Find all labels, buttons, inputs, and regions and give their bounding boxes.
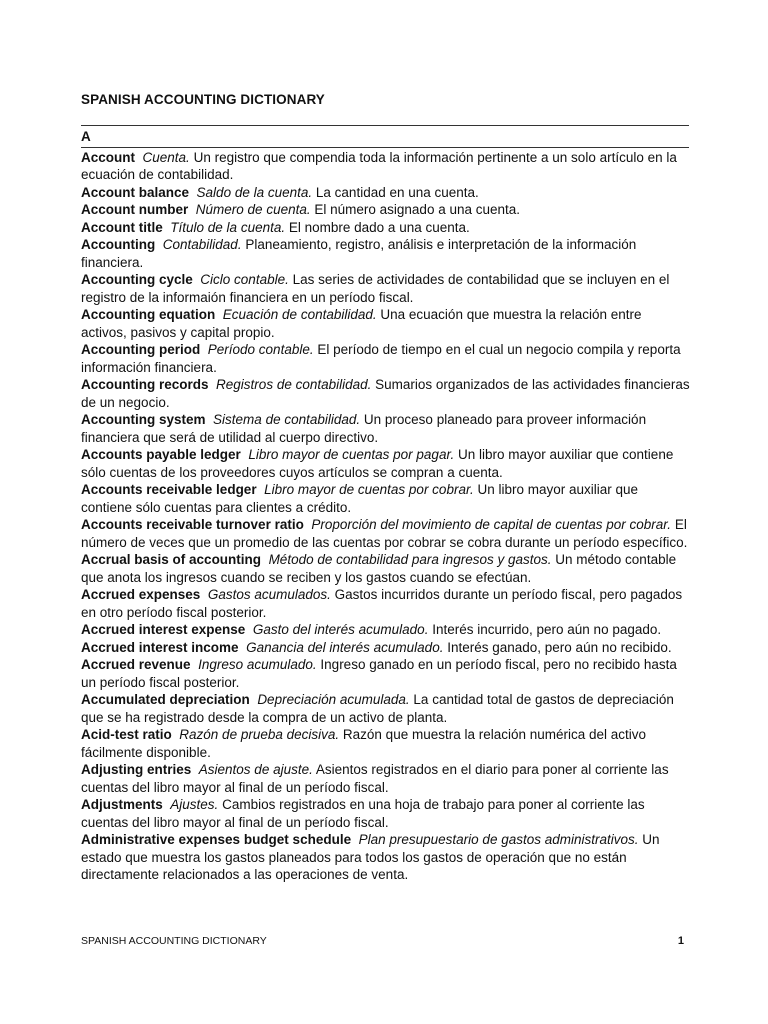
entry-term: Accounts receivable turnover ratio: [81, 517, 304, 532]
entry-term: Accounts receivable ledger: [81, 482, 257, 497]
dictionary-entry: [81, 149, 691, 184]
entry-definition: Cambios registrados en una hoja de trabajo para poner al corriente las cuentas del libro mayor al final de un período fiscal.: [81, 797, 645, 830]
entry-definition: Un libro mayor auxiliar que contiene sólo cuentas para clientes a crédito.: [81, 482, 639, 515]
entry-term: Acid-test ratio: [81, 727, 172, 742]
entry-translation: Asientos de ajuste.: [198, 762, 313, 777]
page-title: SPANISH ACCOUNTING DICTIONARY: [81, 92, 325, 107]
dictionary-entry: [81, 656, 691, 691]
entry-translation: Proporción del movimiento de capital de cuentas por cobrar.: [311, 517, 672, 532]
entry-translation: Contabilidad.: [162, 237, 242, 252]
entry-term: Accrued expenses: [81, 587, 201, 602]
entry-definition: La cantidad total de gastos de depreciación que se ha registrado desde la compra de un activo de planta.: [81, 692, 674, 725]
entry-term: Account number: [81, 202, 189, 217]
dictionary-entry: [81, 341, 691, 376]
dictionary-entry: [81, 796, 691, 831]
entry-definition: Un estado que muestra los gastos planeados para todos los gastos de operación que no están directamente relacionados a las operaciones de venta.: [81, 832, 660, 882]
dictionary-entry: [81, 516, 691, 551]
entry-definition: Sumarios organizados de las actividades financieras de un negocio.: [81, 377, 690, 410]
entry-translation: Plan presupuestario de gastos administrativos.: [358, 832, 639, 847]
entry-definition: La cantidad en una cuenta.: [315, 184, 479, 200]
dictionary-entry-list: [81, 149, 691, 884]
entry-translation: Depreciación acumulada.: [257, 692, 410, 707]
entry-term: Accounting period: [81, 342, 201, 357]
entry-translation: Sistema de contabilidad.: [213, 412, 361, 427]
entry-translation: Método de contabilidad para ingresos y gastos.: [268, 552, 552, 567]
entry-definition: Gastos incurridos durante un período fiscal, pero pagados en otro período fiscal posterior.: [81, 587, 683, 620]
entry-translation: Saldo de la cuenta.: [196, 184, 313, 200]
dictionary-entry: [81, 219, 691, 237]
entry-term: Administrative expenses budget schedule: [81, 832, 352, 847]
entry-translation: Razón de prueba decisiva.: [179, 727, 340, 742]
dictionary-entry: [81, 586, 691, 621]
dictionary-entry: [81, 691, 691, 726]
entry-term: Accounting cycle: [81, 272, 193, 287]
entry-term: Adjustments: [81, 797, 163, 812]
entry-definition: El período de tiempo en el cual un negocio compila y reporta información financiera.: [81, 342, 681, 375]
footer-title: SPANISH ACCOUNTING DICTIONARY: [81, 935, 267, 947]
entry-definition: Un registro que compendia toda la información pertinente a un solo artículo en la ecuación de contabilidad.: [81, 149, 677, 182]
entry-translation: Gasto del interés acumulado.: [252, 622, 429, 637]
entry-translation: Período contable.: [207, 342, 314, 357]
entry-definition: Un proceso planeado para proveer información financiera que será de utilidad al cuerpo directivo.: [81, 412, 647, 445]
entry-definition: Interés incurrido, pero aún no pagado.: [432, 622, 662, 637]
entry-translation: Libro mayor de cuentas por pagar.: [248, 447, 455, 462]
entry-term: Adjusting entries: [81, 762, 192, 777]
dictionary-entry: [81, 201, 691, 219]
entry-definition: Razón que muestra la relación numérica del activo fácilmente disponible.: [81, 727, 647, 760]
entry-translation: Ingreso acumulado.: [198, 657, 317, 672]
entry-definition: Planeamiento, registro, análisis e interpretación de la información financiera.: [81, 237, 637, 270]
entry-term: Account title: [81, 219, 163, 235]
dictionary-entry: [81, 376, 691, 411]
entry-term: Accrued revenue: [81, 657, 191, 672]
entry-definition: El nombre dado a una cuenta.: [288, 219, 470, 235]
entry-definition: Un método contable que anota los ingresos cuando se reciben y los gastos cuando se efectúan.: [81, 552, 677, 585]
entry-translation: Registros de contabilidad.: [216, 377, 372, 392]
entry-term: Account: [81, 149, 135, 165]
entry-translation: Número de cuenta.: [195, 202, 311, 217]
entry-term: Accrual basis of accounting: [81, 552, 262, 567]
entry-translation: Ganancia del interés acumulado.: [246, 639, 444, 655]
section-divider-top: [81, 125, 689, 126]
entry-translation: Título de la cuenta.: [170, 219, 286, 235]
dictionary-entry: [81, 184, 691, 202]
entry-term: Accumulated depreciation: [81, 692, 250, 707]
entry-translation: Gastos acumulados.: [207, 587, 331, 602]
page-footer: [81, 935, 684, 947]
dictionary-entry: [81, 446, 691, 481]
entry-translation: Ciclo contable.: [200, 272, 289, 287]
dictionary-entry: [81, 271, 691, 306]
entry-term: Accrued interest income: [81, 639, 239, 655]
entry-translation: Cuenta.: [142, 149, 190, 165]
dictionary-entry: [81, 831, 691, 884]
entry-term: Accounting system: [81, 412, 206, 427]
entry-definition: El número asignado a una cuenta.: [314, 202, 521, 217]
dictionary-entry: [81, 726, 691, 761]
entry-definition: Una ecuación que muestra la relación entre activos, pasivos y capital propio.: [81, 307, 642, 340]
entry-term: Accounts payable ledger: [81, 447, 241, 462]
page-number: 1: [677, 935, 684, 947]
entry-term: Accounting: [81, 237, 156, 252]
section-letter: A: [81, 129, 91, 144]
entry-definition: Interés ganado, pero aún no recibido.: [447, 639, 672, 655]
entry-term: Accounting records: [81, 377, 209, 392]
entry-term: Accounting equation: [81, 307, 216, 322]
entry-definition: El número de veces que un promedio de las cuentas por cobrar se cobra durante un período específico.: [81, 517, 688, 550]
dictionary-entry: [81, 761, 691, 796]
dictionary-entry: [81, 481, 691, 516]
dictionary-entry: [81, 551, 691, 586]
entry-definition: Asientos registrados en el diario para poner al corriente las cuentas del libro mayor al final de un período fiscal.: [81, 762, 669, 795]
entry-term: Account balance: [81, 184, 190, 200]
entry-translation: Ecuación de contabilidad.: [222, 307, 377, 322]
entry-definition: Ingreso ganado en un período fiscal, pero no recibido hasta un período fiscal posterior.: [81, 657, 677, 690]
entry-term: Accrued interest expense: [81, 622, 246, 637]
entry-definition: Un libro mayor auxiliar que contiene sólo cuentas de los proveedores cuyos artículos se compran a cuenta.: [81, 447, 674, 480]
dictionary-entry: [81, 621, 691, 639]
dictionary-entry: [81, 306, 691, 341]
entry-translation: Libro mayor de cuentas por cobrar.: [264, 482, 474, 497]
dictionary-entry: [81, 411, 691, 446]
dictionary-entry: [81, 639, 691, 657]
entry-translation: Ajustes.: [170, 797, 219, 812]
entry-definition: Las series de actividades de contabilidad que se incluyen en el registro de la informaión financiera en un período fiscal.: [81, 272, 670, 305]
dictionary-entry: [81, 236, 691, 271]
